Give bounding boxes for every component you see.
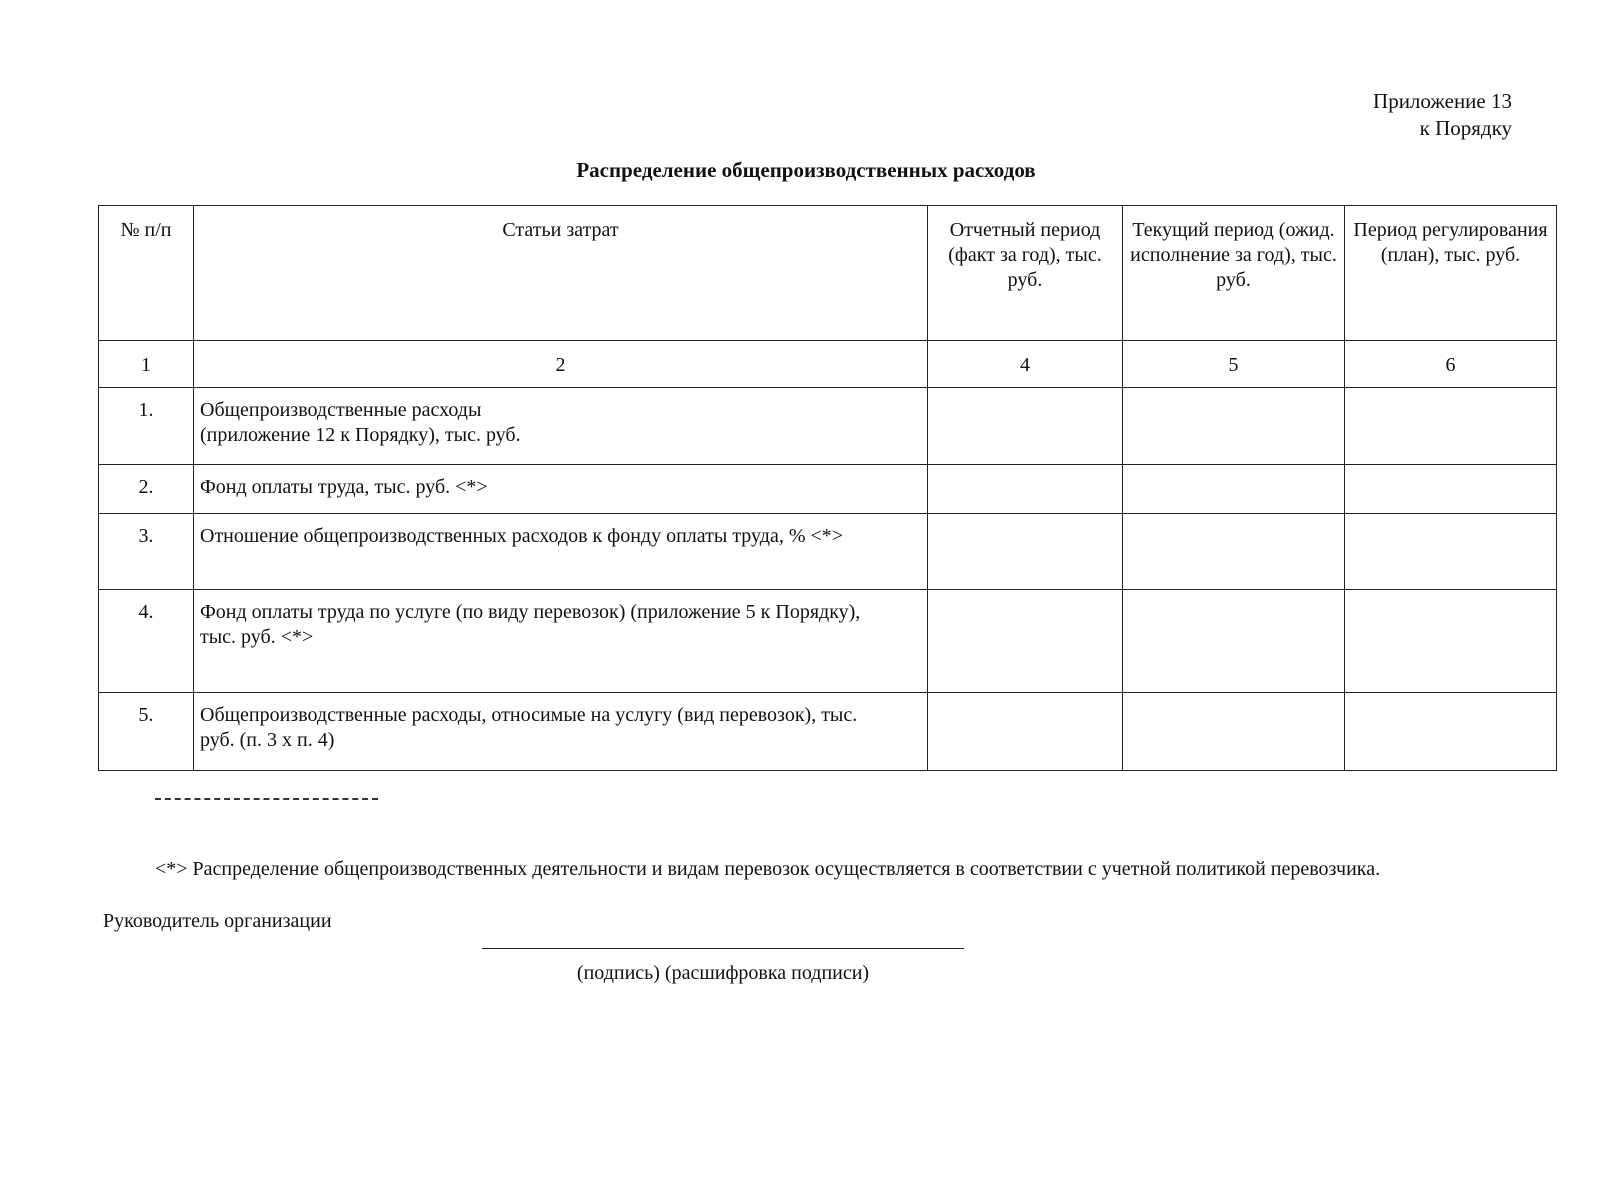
row-number: 3.: [99, 514, 194, 590]
header-cost-items: Статьи затрат: [194, 206, 928, 341]
appendix-target: к Порядку: [1419, 116, 1512, 140]
cost-item-line: Общепроизводственные расходы: [200, 399, 482, 421]
cost-item-line: тыс. руб. <*>: [200, 626, 314, 648]
column-number: 5: [1123, 341, 1345, 388]
cost-item: [194, 693, 928, 771]
appendix-reference: [1373, 88, 1512, 142]
current-value-cell: [1123, 693, 1345, 771]
reporting-value-cell: [928, 514, 1123, 590]
signature-caption: (подпись) (расшифровка подписи): [576, 962, 870, 984]
table-row: [99, 388, 1557, 465]
appendix-number: Приложение 13: [1373, 89, 1512, 113]
regulation-value-cell: [1345, 388, 1557, 465]
reporting-value-cell: [928, 590, 1123, 693]
current-value-cell: [1123, 590, 1345, 693]
column-number: 6: [1345, 341, 1557, 388]
column-number: 4: [928, 341, 1123, 388]
cost-item-line: руб. (п. 3 х п. 4): [200, 729, 335, 751]
column-number: 1: [99, 341, 194, 388]
column-number: 2: [194, 341, 928, 388]
header-regulation-period: Период регулирования (план), тыс. руб.: [1345, 206, 1557, 341]
cost-item-line: Отношение общепроизводственных расходов к фонду оплаты труда, % <*>: [200, 525, 844, 547]
cost-item-line: Общепроизводственные расходы, относимые на услугу (вид перевозок), тыс.: [200, 704, 858, 726]
regulation-value-cell: [1345, 514, 1557, 590]
reporting-value-cell: [928, 388, 1123, 465]
row-number: 2.: [99, 465, 194, 514]
table-row: [99, 693, 1557, 771]
cost-item: [194, 465, 928, 514]
row-number: 1.: [99, 388, 194, 465]
header-number: № п/п: [99, 206, 194, 341]
cost-item-line: Фонд оплаты труда, тыс. руб. <*>: [200, 476, 488, 498]
regulation-value-cell: [1345, 693, 1557, 771]
document-title: Распределение общепроизводственных расходов: [576, 158, 1036, 182]
regulation-value-cell: [1345, 465, 1557, 514]
cost-item: [194, 514, 928, 590]
signatory-label: Руководитель организации: [103, 910, 332, 932]
table-header-row: [99, 206, 1557, 341]
cost-item-line: (приложение 12 к Порядку), тыс. руб.: [200, 424, 521, 446]
footnote-separator: [155, 798, 378, 800]
table-row: [99, 590, 1557, 693]
current-value-cell: [1123, 388, 1345, 465]
signature-line: [482, 948, 964, 949]
regulation-value-cell: [1345, 590, 1557, 693]
header-reporting-period: Отчетный период (факт за год), тыс. руб.: [928, 206, 1123, 341]
expense-distribution-table: [98, 205, 1557, 771]
reporting-value-cell: [928, 465, 1123, 514]
column-number-row: [99, 341, 1557, 388]
table-row: [99, 514, 1557, 590]
row-number: 4.: [99, 590, 194, 693]
row-number: 5.: [99, 693, 194, 771]
header-current-period: Текущий период (ожид. исполнение за год), тыс. руб.: [1123, 206, 1345, 341]
cost-item-line: Фонд оплаты труда по услуге (по виду перевозок) (приложение 5 к Порядку),: [200, 601, 861, 623]
table-row: [99, 465, 1557, 514]
cost-item: [194, 388, 928, 465]
current-value-cell: [1123, 465, 1345, 514]
reporting-value-cell: [928, 693, 1123, 771]
current-value-cell: [1123, 514, 1345, 590]
cost-item: [194, 590, 928, 693]
footnote-text: <*> Распределение общепроизводственных деятельности и видам перевозок осуществляется в соответствии с учетной политикой перевозчика.: [155, 858, 1381, 880]
